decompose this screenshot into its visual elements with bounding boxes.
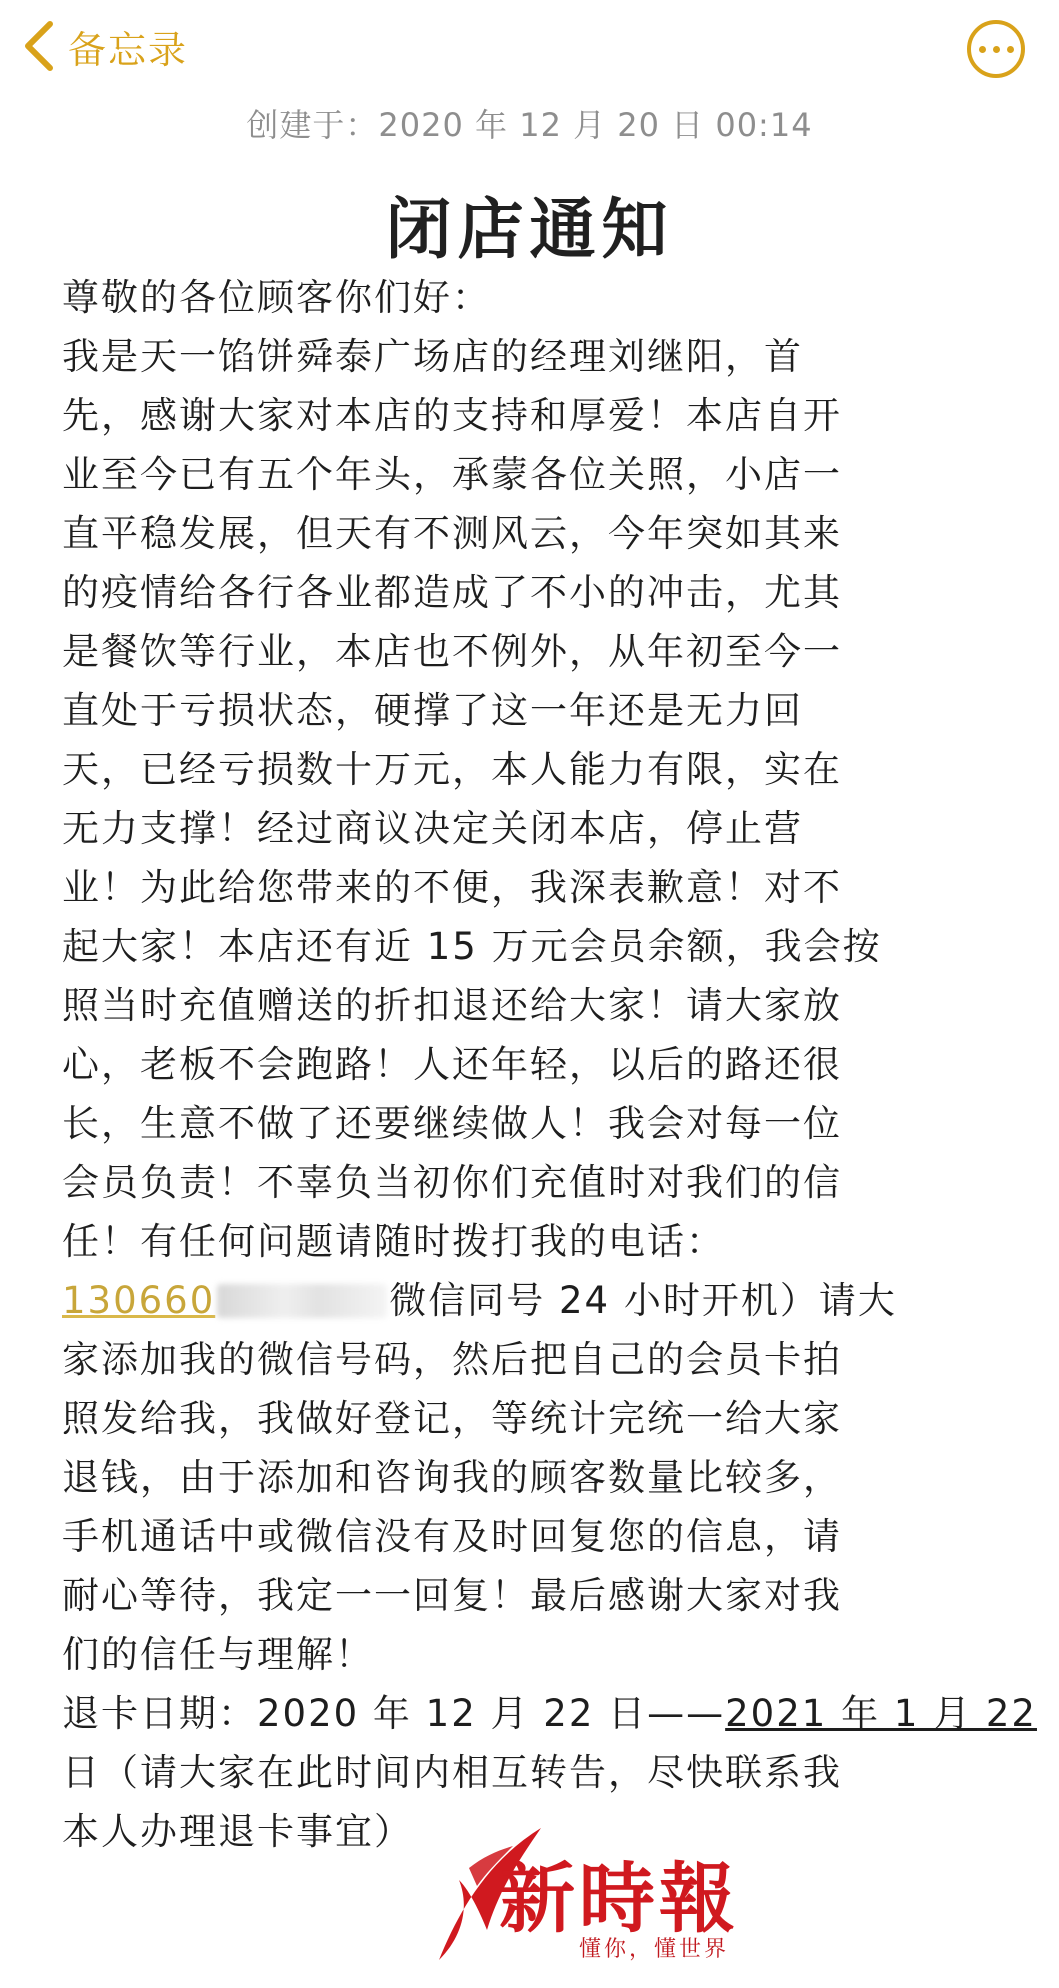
body-line: 的疫情给各行各业都造成了不小的冲击，尤其: [62, 571, 842, 614]
chevron-left-icon: [20, 18, 60, 74]
dot-icon: [1007, 46, 1014, 53]
body-line: 起大家！本店还有近 15 万元会员余额，我会按: [62, 925, 882, 968]
more-options-button[interactable]: [967, 20, 1025, 78]
watermark-logo-text: 新時報: [499, 1854, 739, 1943]
body-line: 我是天一馅饼舜泰广场店的经理刘继阳，首: [62, 335, 803, 378]
watermark-slogan: 懂你，懂世界: [579, 1937, 730, 1962]
refund-date-end: 2021 年 1 月 22: [725, 1692, 1037, 1735]
dot-icon: [993, 46, 1000, 53]
body-line: 照当时充值赠送的折扣退还给大家！请大家放: [62, 984, 842, 1027]
back-button[interactable]: [20, 18, 188, 74]
body-line: 本人办理退卡事宜）: [62, 1810, 413, 1853]
body-line: 业至今已有五个年头，承蒙各位关照，小店一: [62, 453, 842, 496]
note-body[interactable]: [62, 268, 1037, 1861]
body-line: 退钱，由于添加和咨询我的顾客数量比较多，: [62, 1456, 842, 1499]
phone-link[interactable]: 130660: [62, 1279, 216, 1322]
body-line: 直处于亏损状态，硬撑了这一年还是无力回: [62, 689, 803, 732]
phone-line: [62, 1271, 992, 1330]
newspaper-watermark: [429, 1820, 759, 1970]
body-line: 天，已经亏损数十万元，本人能力有限，实在: [62, 748, 842, 791]
back-label: 备忘录: [68, 27, 189, 72]
body-line: 照发给我，我做好登记，等统计完统一给大家: [62, 1397, 842, 1440]
navigation-bar: [0, 0, 1059, 100]
dot-icon: [979, 46, 986, 53]
body-line: 家添加我的微信号码，然后把自己的会员卡拍: [62, 1338, 842, 1381]
body-line: 无力支撑！经过商议决定关闭本店，停止营: [62, 807, 803, 850]
redacted-phone-digits: [217, 1284, 387, 1318]
note-title: 闭店通知: [385, 191, 674, 268]
body-line: 是餐饮等行业，本店也不例外，从年初至今一: [62, 630, 842, 673]
created-timestamp: 创建于：2020 年 12 月 20 日 00:14: [246, 106, 813, 144]
body-line: 任！有任何问题请随时拨打我的电话：: [62, 1220, 725, 1263]
body-line: 心，老板不会跑路！人还年轻，以后的路还很: [62, 1043, 842, 1086]
body-line: 尊敬的各位顾客你们好：: [62, 276, 491, 319]
body-line: 耐心等待，我定一一回复！最后感谢大家对我: [62, 1574, 842, 1617]
body-line: 日（请大家在此时间内相互转告，尽快联系我: [62, 1751, 842, 1794]
refund-date-line: [62, 1684, 1037, 1743]
phone-suffix: 微信同号 24 小时开机）请大: [389, 1279, 897, 1322]
body-line: 手机通话中或微信没有及时回复您的信息，请: [62, 1515, 842, 1558]
body-line: 直平稳发展，但天有不测风云，今年突如其来: [62, 512, 842, 555]
refund-date-start: 退卡日期：2020 年 12 月 22 日——: [62, 1692, 726, 1735]
body-line: 先，感谢大家对本店的支持和厚爱！本店自开: [62, 394, 842, 437]
body-line: 业！为此给您带来的不便，我深表歉意！对不: [62, 866, 842, 909]
body-line: 会员负责！不辜负当初你们充值时对我们的信: [62, 1161, 842, 1204]
body-line: 长，生意不做了还要继续做人！我会对每一位: [62, 1102, 842, 1145]
body-line: 们的信任与理解！: [62, 1633, 374, 1676]
